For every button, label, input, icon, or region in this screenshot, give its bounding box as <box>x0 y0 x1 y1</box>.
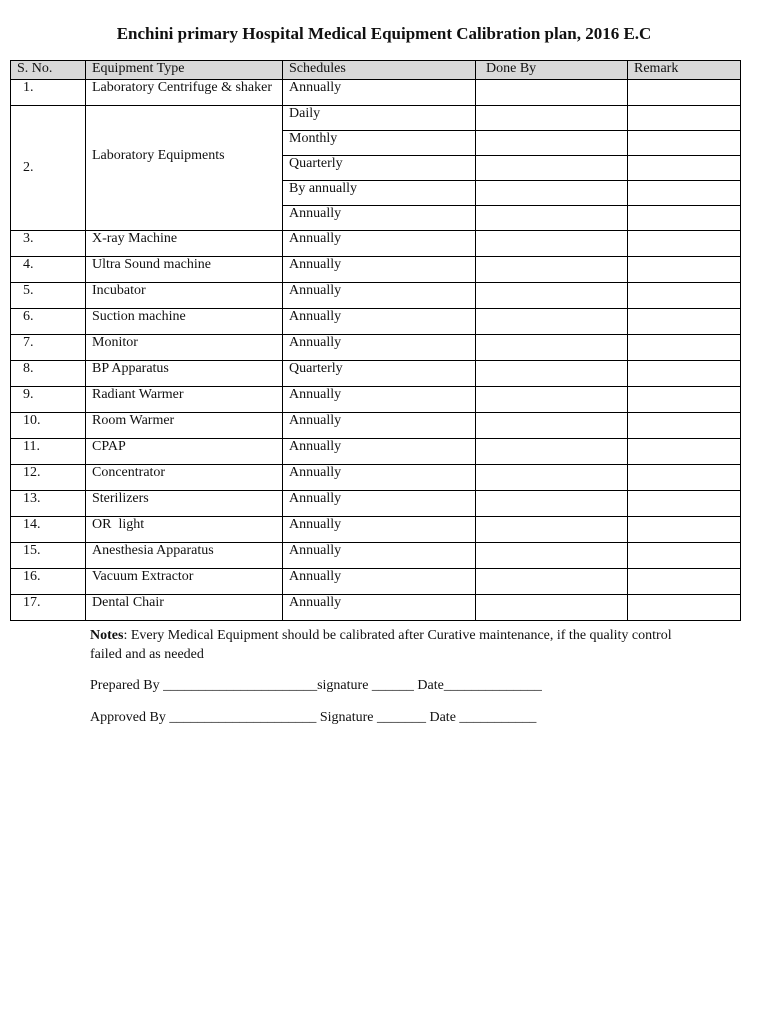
row-remark-cell[interactable] <box>628 257 741 283</box>
row-schedule: Annually <box>283 413 476 439</box>
row-schedule: Annually <box>283 335 476 361</box>
table-row <box>11 543 741 569</box>
header-done-by: Done By <box>476 61 628 80</box>
row-schedule: Annually <box>283 283 476 309</box>
row-schedule: Annually <box>283 439 476 465</box>
table-row <box>11 335 741 361</box>
table-row <box>11 361 741 387</box>
row-schedule: Annually <box>283 569 476 595</box>
row-remark-cell[interactable] <box>628 231 741 257</box>
table-header-row <box>11 61 741 80</box>
row-remark-cell[interactable] <box>628 80 741 106</box>
row-remark-cell[interactable] <box>628 361 741 387</box>
row-schedule: By annually <box>283 181 476 206</box>
row-remark-cell[interactable] <box>628 387 741 413</box>
table-row <box>11 106 741 131</box>
row-remark-cell[interactable] <box>628 439 741 465</box>
row-equipment-type <box>86 106 283 231</box>
row-sno: 12. <box>11 465 86 491</box>
row-schedule: Annually <box>283 517 476 543</box>
row-sno: 8. <box>11 361 86 387</box>
row-remark-cell[interactable] <box>628 206 741 231</box>
table-row <box>11 465 741 491</box>
row-equipment-type: X-ray Machine <box>86 231 283 257</box>
row-schedule: Annually <box>283 595 476 621</box>
row-schedule: Annually <box>283 80 476 106</box>
row-equipment-type: Laboratory Centrifuge & shaker <box>86 80 283 106</box>
row-schedule: Annually <box>283 309 476 335</box>
row-remark-cell[interactable] <box>628 156 741 181</box>
row-done-by-cell[interactable] <box>476 569 628 595</box>
row-equipment-type: Concentrator <box>86 465 283 491</box>
row-done-by-cell[interactable] <box>476 465 628 491</box>
row-sno: 15. <box>11 543 86 569</box>
row-done-by-cell[interactable] <box>476 231 628 257</box>
row-equipment-type: Dental Chair <box>86 595 283 621</box>
row-sno: 16. <box>11 569 86 595</box>
row-remark-cell[interactable] <box>628 283 741 309</box>
row-schedule: Annually <box>283 231 476 257</box>
table-row <box>11 283 741 309</box>
row-remark-cell[interactable] <box>628 465 741 491</box>
row-sno: 2. <box>11 106 86 231</box>
row-remark-cell[interactable] <box>628 569 741 595</box>
table-row <box>11 517 741 543</box>
row-schedule: Annually <box>283 465 476 491</box>
row-done-by-cell[interactable] <box>476 309 628 335</box>
row-schedule: Monthly <box>283 131 476 156</box>
row-done-by-cell[interactable] <box>476 80 628 106</box>
row-sno: 7. <box>11 335 86 361</box>
prepared-by-line: Prepared By ______________________signature ______ Date______________ <box>90 678 542 693</box>
header-sno: S. No. <box>11 61 86 80</box>
row-equipment-type: Room Warmer <box>86 413 283 439</box>
row-done-by-cell[interactable] <box>476 361 628 387</box>
row-done-by-cell[interactable] <box>476 491 628 517</box>
notes-paragraph <box>90 626 690 664</box>
row-remark-cell[interactable] <box>628 517 741 543</box>
row-equipment-type: Incubator <box>86 283 283 309</box>
row-done-by-cell[interactable] <box>476 595 628 621</box>
row-done-by-cell[interactable] <box>476 257 628 283</box>
header-remark: Remark <box>628 61 741 80</box>
notes-text: : Every Medical Equipment should be calibrated after Curative maintenance, if the quality control failed and as needed <box>90 628 672 662</box>
row-sno: 3. <box>11 231 86 257</box>
row-done-by-cell[interactable] <box>476 335 628 361</box>
row-sno: 14. <box>11 517 86 543</box>
row-schedule: Annually <box>283 206 476 231</box>
row-done-by-cell[interactable] <box>476 156 628 181</box>
row-remark-cell[interactable] <box>628 181 741 206</box>
table-row <box>11 387 741 413</box>
row-remark-cell[interactable] <box>628 309 741 335</box>
row-remark-cell[interactable] <box>628 131 741 156</box>
row-sno: 10. <box>11 413 86 439</box>
row-equipment-type: Vacuum Extractor <box>86 569 283 595</box>
row-sno: 5. <box>11 283 86 309</box>
row-equipment-type: Ultra Sound machine <box>86 257 283 283</box>
row-sno: 4. <box>11 257 86 283</box>
row-done-by-cell[interactable] <box>476 517 628 543</box>
table-row <box>11 439 741 465</box>
row-schedule: Annually <box>283 387 476 413</box>
row-done-by-cell[interactable] <box>476 439 628 465</box>
row-schedule: Annually <box>283 543 476 569</box>
table-row <box>11 595 741 621</box>
document-title: Enchini primary Hospital Medical Equipment Calibration plan, 2016 E.C <box>116 24 652 43</box>
row-schedule: Quarterly <box>283 361 476 387</box>
row-sno: 13. <box>11 491 86 517</box>
row-remark-cell[interactable] <box>628 491 741 517</box>
notes-label: Notes <box>90 628 124 643</box>
row-done-by-cell[interactable] <box>476 131 628 156</box>
table-row <box>11 413 741 439</box>
row-remark-cell[interactable] <box>628 543 741 569</box>
row-schedule: Annually <box>283 257 476 283</box>
row-schedule: Annually <box>283 491 476 517</box>
row-remark-cell[interactable] <box>628 595 741 621</box>
table-row <box>11 231 741 257</box>
row-schedule: Quarterly <box>283 156 476 181</box>
row-equipment-type: BP Apparatus <box>86 361 283 387</box>
row-remark-cell[interactable] <box>628 335 741 361</box>
row-done-by-cell[interactable] <box>476 206 628 231</box>
row-done-by-cell[interactable] <box>476 283 628 309</box>
row-sno: 9. <box>11 387 86 413</box>
table-row <box>11 491 741 517</box>
row-equipment-type: Anesthesia Apparatus <box>86 543 283 569</box>
row-equipment-type: Radiant Warmer <box>86 387 283 413</box>
calibration-table <box>10 60 741 621</box>
row-done-by-cell[interactable] <box>476 181 628 206</box>
row-sno: 17. <box>11 595 86 621</box>
row-equipment-type: OR light <box>86 517 283 543</box>
row-equipment-type: CPAP <box>86 439 283 465</box>
row-equipment-type: Suction machine <box>86 309 283 335</box>
table-row <box>11 257 741 283</box>
row-schedule: Daily <box>283 106 476 131</box>
header-schedules: Schedules <box>283 61 476 80</box>
row-sno: 6. <box>11 309 86 335</box>
approved-by-line: Approved By _____________________ Signature _______ Date ___________ <box>90 710 537 725</box>
header-equipment-type: Equipment Type <box>86 61 283 80</box>
row-sno: 11. <box>11 439 86 465</box>
row-equipment-type: Monitor <box>86 335 283 361</box>
row-done-by-cell[interactable] <box>476 106 628 131</box>
table-row <box>11 569 741 595</box>
row-equipment-type-label: Laboratory Equipments <box>92 148 225 163</box>
row-sno: 1. <box>11 80 86 106</box>
row-remark-cell[interactable] <box>628 106 741 131</box>
row-equipment-type: Sterilizers <box>86 491 283 517</box>
row-done-by-cell[interactable] <box>476 387 628 413</box>
row-done-by-cell[interactable] <box>476 543 628 569</box>
row-remark-cell[interactable] <box>628 413 741 439</box>
row-done-by-cell[interactable] <box>476 413 628 439</box>
table-row <box>11 80 741 106</box>
table-row <box>11 309 741 335</box>
